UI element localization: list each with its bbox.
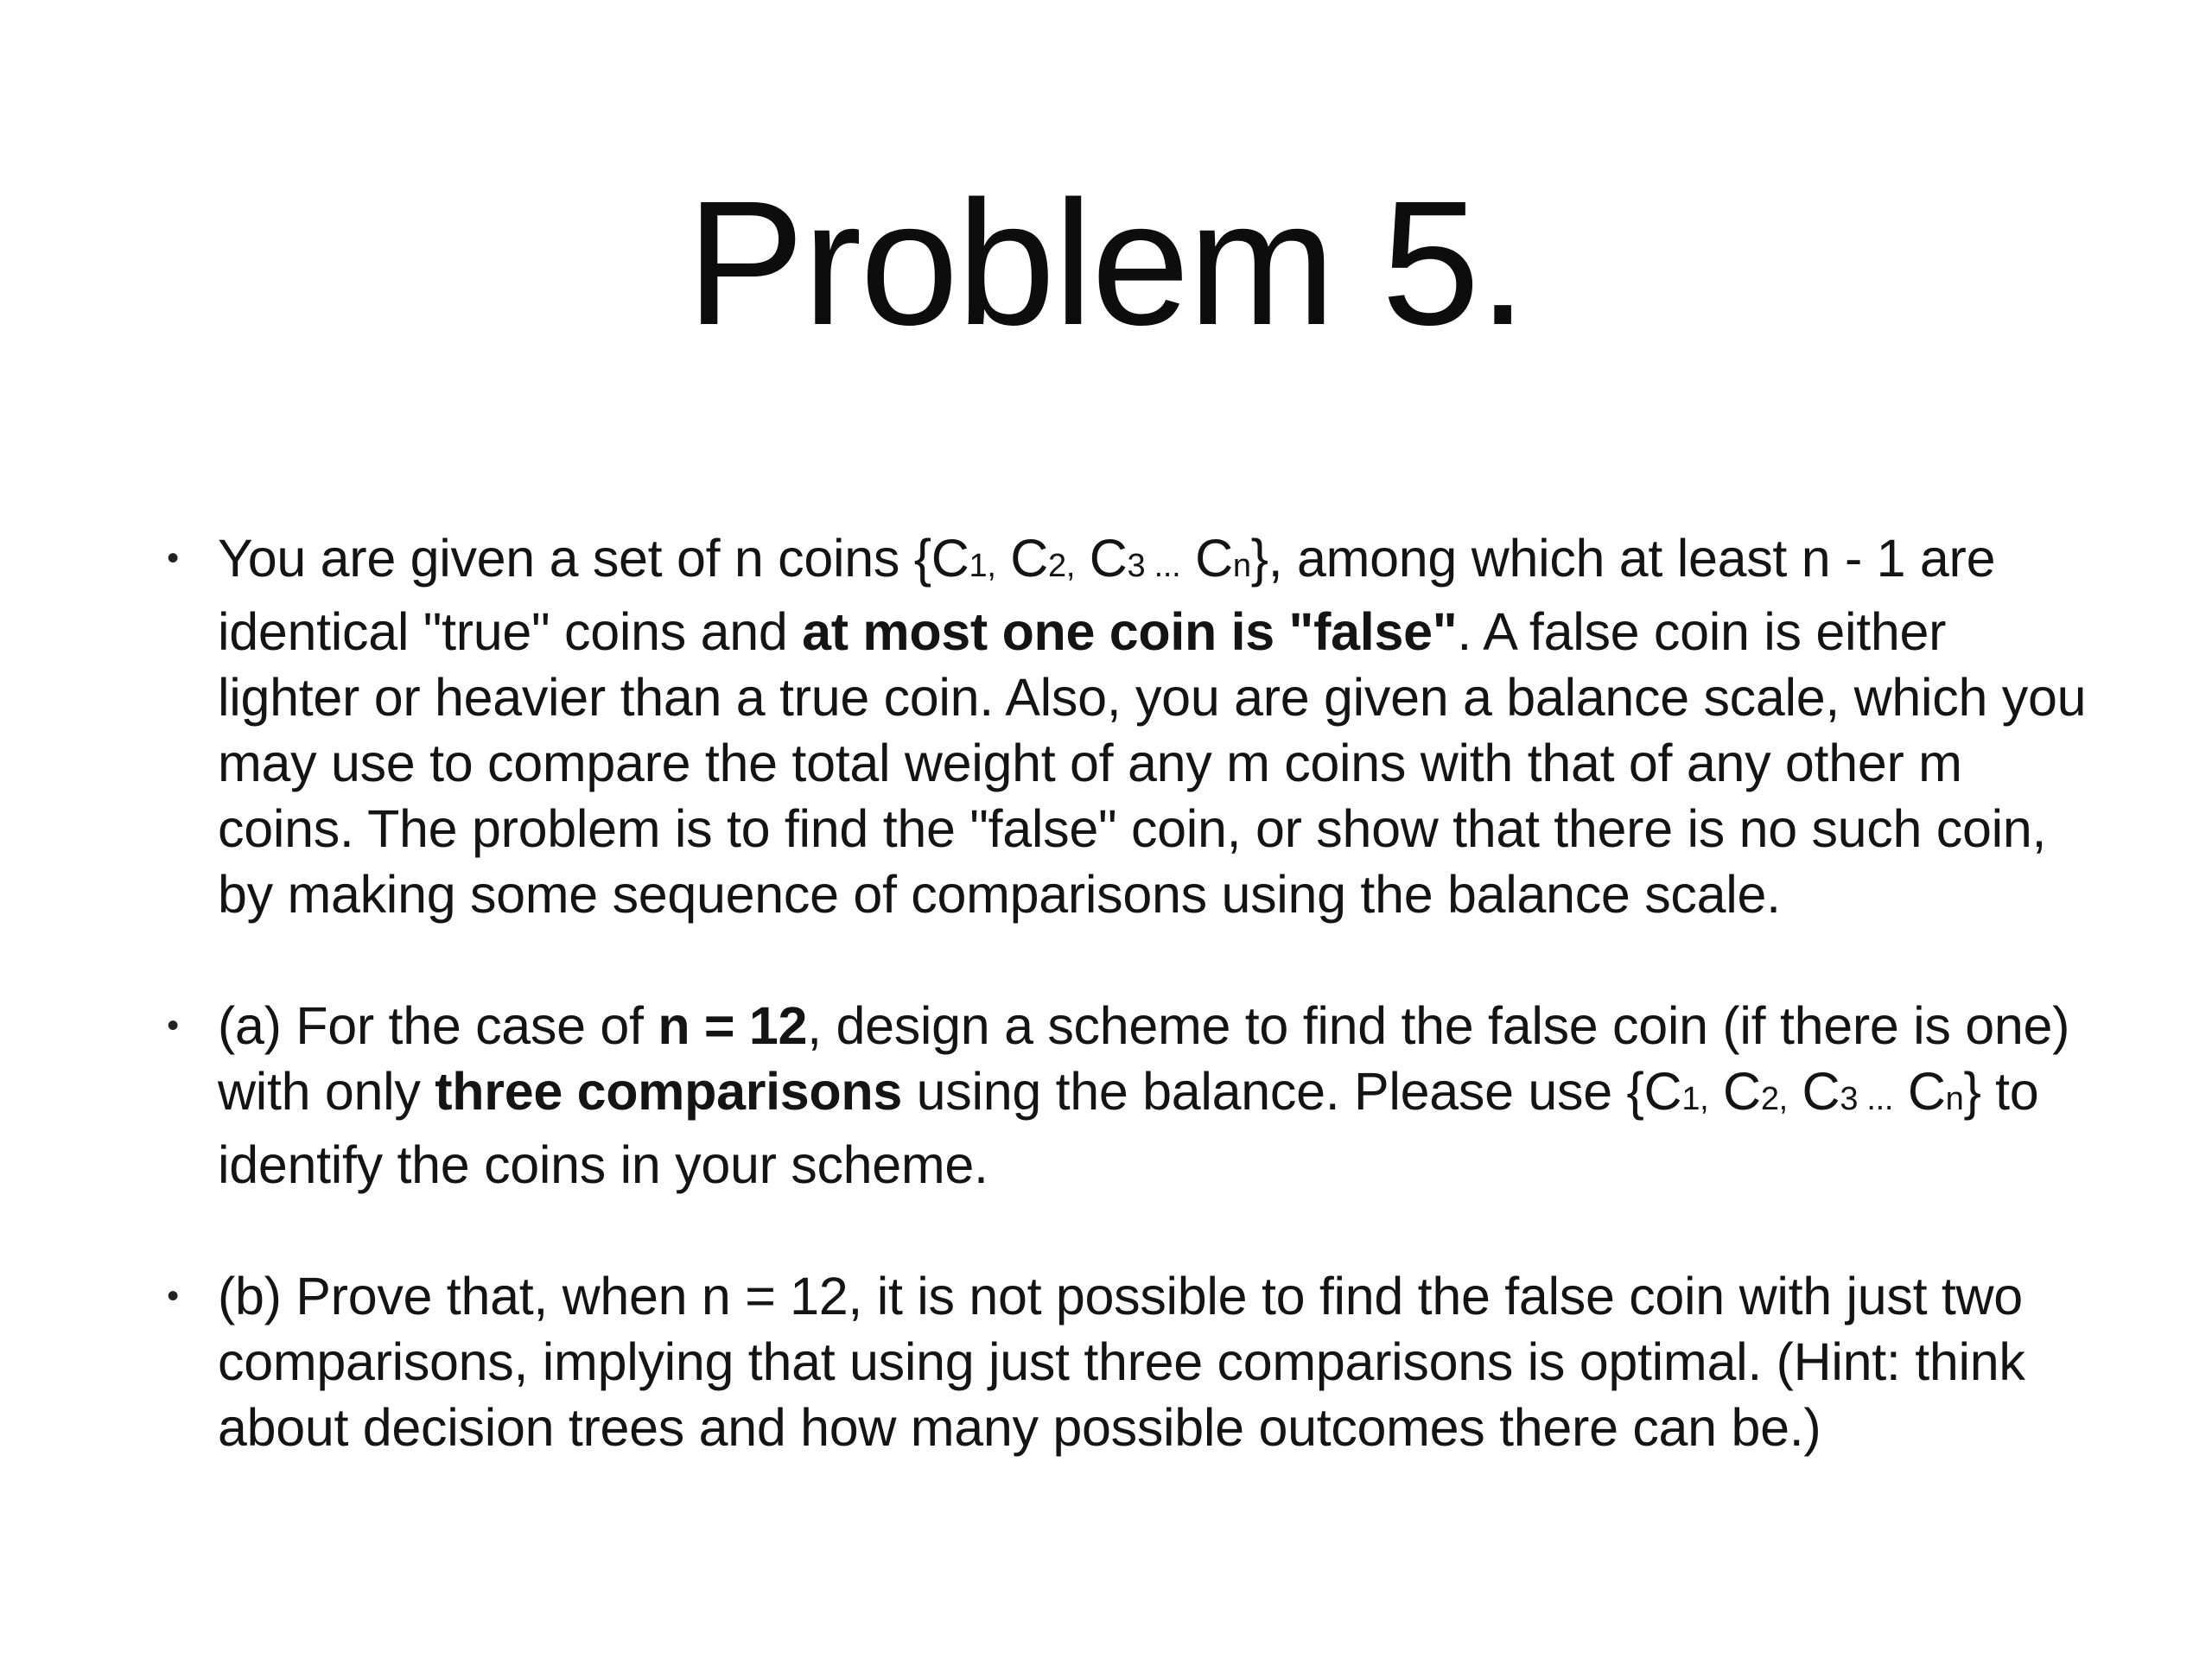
text-run: , design a scheme to find the false coin (if there is one) with only <box>218 996 2070 1121</box>
bullet-item-part-a <box>164 993 2091 1198</box>
bold-phrase: three comparisons <box>435 1062 902 1121</box>
text-run: You are given a set of n coins {C <box>218 529 969 588</box>
bullet-dot-icon: • <box>167 1277 179 1315</box>
coin-subscript: 3 ... <box>1127 548 1181 584</box>
text-run: C <box>995 529 1049 588</box>
bullet-item-intro <box>164 525 2091 927</box>
coin-subscript: 2, <box>1048 548 1076 584</box>
coin-subscript: n <box>1945 1081 1964 1117</box>
bullet-text <box>218 996 2069 1194</box>
text-run: (a) For the case of <box>218 996 658 1055</box>
text-run: C <box>1075 529 1128 588</box>
coin-subscript: 1, <box>1681 1081 1709 1117</box>
bold-phrase: at most one coin is "false" <box>802 602 1458 661</box>
text-run: }, among which at least n - 1 are identical "true" coins and <box>218 529 1996 661</box>
bullet-text <box>218 1267 2025 1457</box>
coin-subscript: n <box>1232 548 1251 584</box>
coin-subscript: 2, <box>1760 1081 1788 1117</box>
text-run: (b) Prove that, when n = 12, it is not possible to find the false coin with just two comparisons, implying that using just three comparisons is optimal. (Hint: think about decision trees and how many possible outcomes there can be.) <box>218 1267 2025 1457</box>
bullet-text <box>218 529 2086 924</box>
text-run: C <box>1180 529 1233 588</box>
text-run: } to identify the coins in your scheme. <box>218 1062 2039 1194</box>
slide-title: Problem 5. <box>686 164 1526 362</box>
bullet-dot-icon: • <box>167 539 179 577</box>
text-run: . A false coin is either lighter or heavier than a true coin. Also, you are given a balance scale, which you may use to compare the total weight of any m coins with that of any other m coins. The problem is to find the "false" coin, or show that there is no such coin, by making some sequence of comparisons using the balance scale. <box>218 602 2087 924</box>
bullet-dot-icon: • <box>167 1007 179 1045</box>
bold-phrase: n = 12 <box>658 996 808 1055</box>
bullet-item-part-b <box>164 1263 2091 1460</box>
text-run: C <box>1708 1062 1761 1121</box>
coin-subscript: 1, <box>969 548 996 584</box>
text-run: using the balance. Please use {C <box>901 1062 1682 1121</box>
text-run: C <box>1893 1062 1946 1121</box>
coin-subscript: 3 ... <box>1840 1081 1894 1117</box>
text-run: C <box>1787 1062 1840 1121</box>
bullet-list <box>164 525 2091 1526</box>
